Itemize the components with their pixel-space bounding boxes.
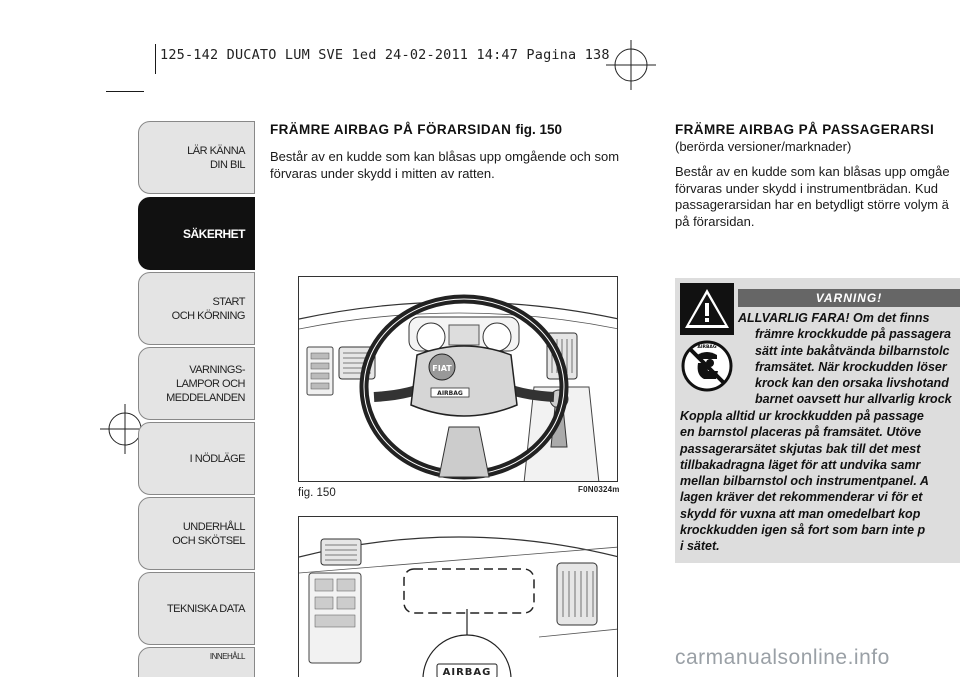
figure-150-code: F0N0324m (578, 485, 620, 494)
warning-line-8: en barnstol placeras på framsätet. Utöve (680, 425, 922, 440)
lower-figure-badge: AIRBAG (442, 667, 492, 677)
warning-line-1: ALLVARLIG FARA! Om det finns (738, 311, 930, 325)
warning-line-7: Koppla alltid ur krockkudden på passage (680, 409, 924, 423)
sidebar-tab-i-nodlage[interactable]: I NÖDLÄGE (138, 422, 255, 495)
warning-line-9: passagerarsätet skjutas bak till det mest (680, 441, 921, 456)
warning-line-14: krockkudden igen så fort som barn inte p (680, 523, 926, 538)
sidebar-tab-start[interactable]: START OCH KÖRNING (138, 272, 255, 345)
warning-line-2: främre krockkudde på passagera (755, 327, 951, 342)
warning-line-4: framsätet. När krockudden löser (755, 359, 947, 374)
warning-line-6: barnet oavsett hur allvarlig krock (755, 392, 952, 407)
right-body-line-1: Består av en kudde som kan blåsas upp omgåe (675, 164, 950, 179)
crop-mark-top (155, 44, 156, 74)
right-body-line-3: passagerarsidan har en betydligt större volym ä (675, 197, 949, 212)
warning-line-13: skydd för vuxna att man omedelbart kop (680, 506, 921, 521)
right-body (675, 164, 950, 230)
sidebar-tab-sakerhet[interactable]: SÄKERHET (138, 197, 255, 270)
right-body-line-4: på förarsidan. (675, 213, 755, 229)
sidebar-tab-lar-kanna[interactable]: LÄR KÄNNA DIN BIL (138, 121, 255, 194)
right-heading: FRÄMRE AIRBAG PÅ PASSAGERARSI (675, 122, 935, 137)
figure-150-steering-wheel (298, 276, 618, 482)
right-body-line-2: förvaras under skydd i instrumentbrädan. Kud (675, 180, 939, 196)
left-body (270, 149, 619, 182)
warning-line-11: mellan bilbarnstol och instrumentpanel. A (680, 474, 929, 489)
steering-airbag-badge: AIRBAG (437, 390, 463, 397)
right-subheading: (berörda versioner/marknader) (675, 139, 852, 154)
steering-wheel-illustration-icon (299, 277, 618, 482)
warning-line-10: tillbakadragna läget för att undvika samr (680, 457, 921, 472)
watermark: carmanualsonline.info (675, 646, 890, 669)
warning-title: VARNING! (738, 289, 960, 307)
sidebar-tab-innehall[interactable]: INNEHÅLL (138, 647, 255, 677)
page-header: 125-142 DUCATO LUM SVE 1ed 24-02-2011 14:47 Pagina 138 (160, 47, 610, 63)
figure-150-label: fig. 150 (298, 487, 336, 499)
sidebar-tab-underhall[interactable]: UNDERHÅLL OCH SKÖTSEL (138, 497, 255, 570)
warning-indented-text (738, 310, 952, 408)
steering-logo: FIAT (432, 364, 452, 373)
left-heading (270, 122, 562, 137)
warning-line-15: i sätet. (680, 539, 720, 554)
warning-full-text (680, 408, 929, 555)
left-body-line-1: Består av en kudde som kan blåsas upp omgående och som (270, 149, 620, 164)
warning-line-3: sätt inte bakåtvända bilbarnstolc (755, 343, 950, 358)
passenger-dashboard-illustration-icon (299, 517, 618, 677)
warning-line-12: lagen kräver det rekommenderar vi för et (680, 490, 923, 505)
left-heading-fig: fig. 150 (515, 122, 562, 137)
no-child-seat-airbag-icon (680, 339, 734, 393)
left-heading-text: FRÄMRE AIRBAG PÅ FÖRARSIDAN (270, 122, 512, 137)
left-body-line-2: förvaras under skydd i mitten av ratten. (270, 165, 495, 181)
figure-passenger-airbag (298, 516, 618, 677)
sidebar-tab-tekniska-data[interactable]: TEKNISKA DATA (138, 572, 255, 645)
crop-mark-left-top (106, 91, 144, 92)
warning-line-5: krock kan den orsaka livshotand (755, 376, 949, 391)
warning-triangle-icon (680, 283, 734, 335)
registration-mark-top-icon (606, 40, 656, 90)
sidebar-tab-varningslampor[interactable]: VARNINGS- LAMPOR OCH MEDDELANDEN (138, 347, 255, 420)
child-seat-icon-text: AIRBAG (697, 345, 717, 350)
